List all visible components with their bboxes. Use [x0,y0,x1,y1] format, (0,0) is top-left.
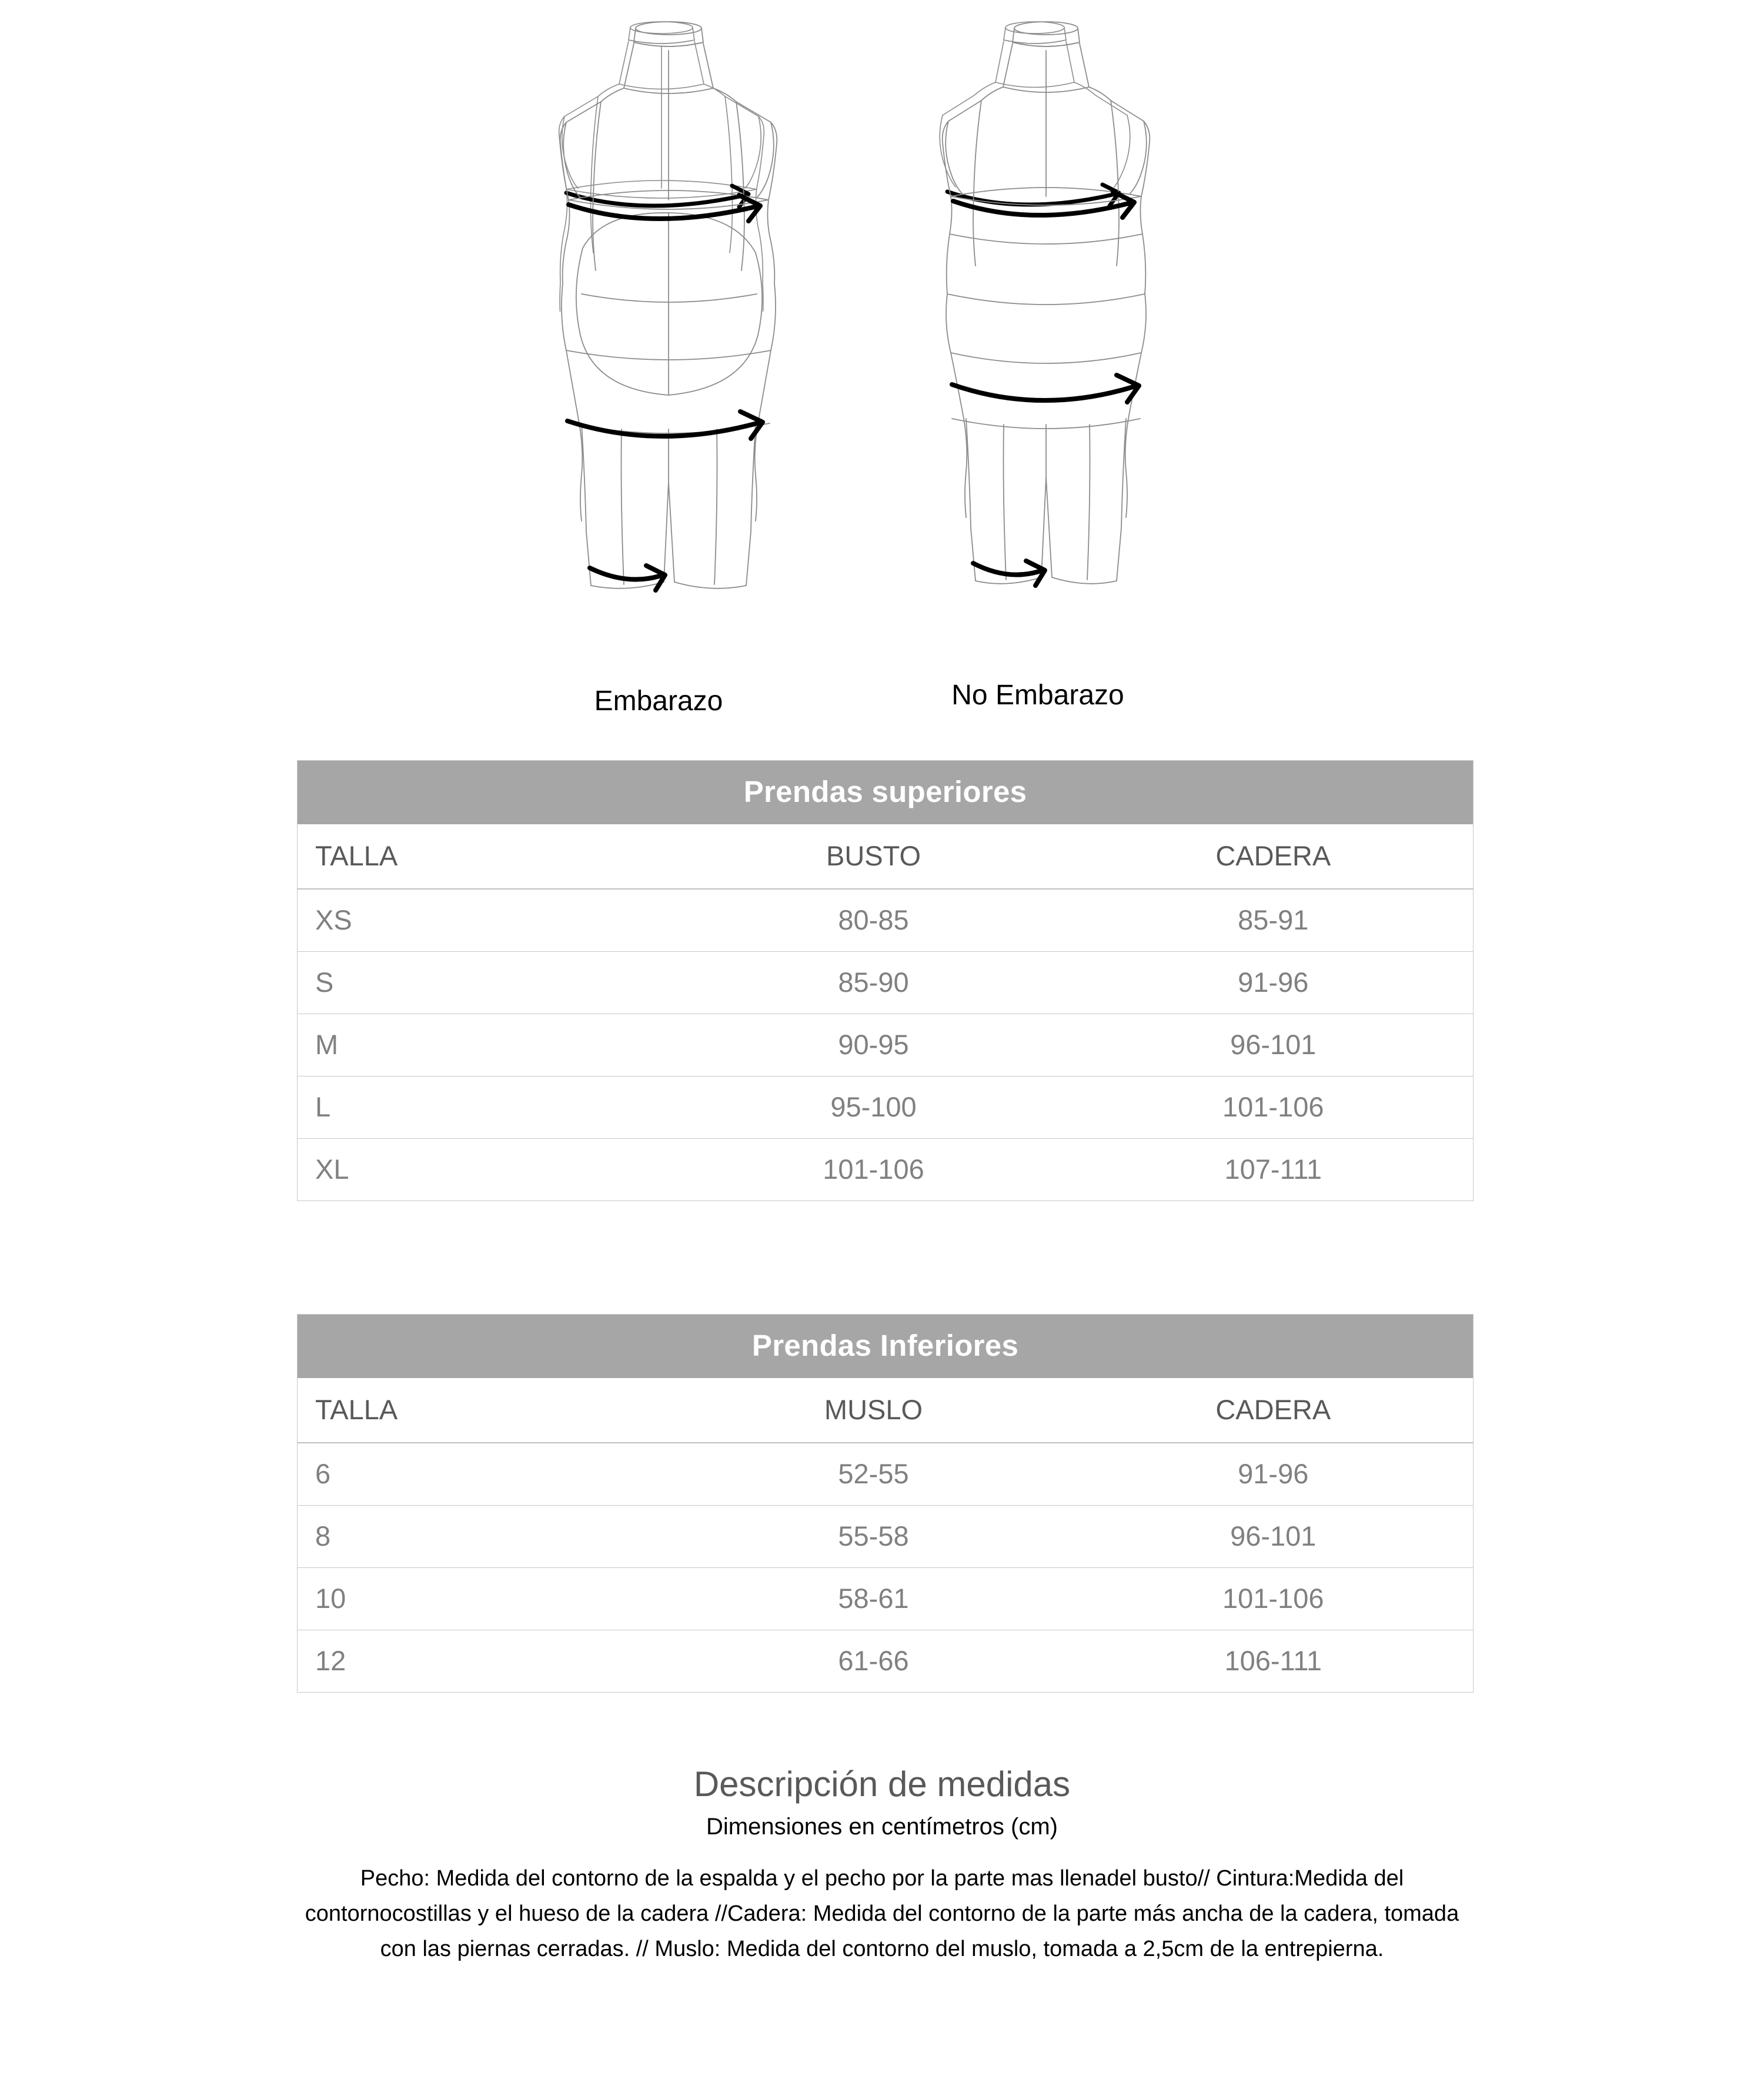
cell-talla: S [298,952,674,1014]
lower-col-header-talla: TALLA [298,1378,674,1443]
cell-busto: 80-85 [674,889,1074,952]
table-row [298,1443,1474,1506]
cell-cadera: 101-106 [1074,1076,1474,1139]
lower-table-title: Prendas Inferiores [298,1315,1474,1379]
table-row [298,952,1474,1014]
cell-talla: L [298,1076,674,1139]
mannequin-illustrations [0,0,1764,747]
cell-busto: 95-100 [674,1076,1074,1139]
cell-muslo: 58-61 [674,1568,1074,1630]
upper-table-header-row [298,824,1474,889]
cell-talla: 6 [298,1443,674,1506]
cell-cadera: 85-91 [1074,889,1474,952]
upper-table-band [298,761,1474,825]
cell-busto: 85-90 [674,952,1074,1014]
cell-cadera: 96-101 [1074,1506,1474,1568]
figure-caption-pregnant: Embarazo [594,686,723,717]
table-row [298,1076,1474,1139]
cell-cadera: 106-111 [1074,1630,1474,1693]
description-subtitle: Dimensiones en centímetros (cm) [706,1814,1058,1840]
lower-table-band [298,1315,1474,1379]
cell-talla: 10 [298,1568,674,1630]
upper-col-header-cadera: CADERA [1074,824,1474,889]
table-row [298,1568,1474,1630]
upper-table-title: Prendas superiores [298,761,1474,825]
description-body: Pecho: Medida del contorno de la espalda y el pecho por la parte mas llenadel busto// Cintura:Medida del contornocostillas y el hueso de la cadera //Cadera: Medida del contorno de la parte más ancha de la cadera, tomada con las piernas cerradas. // Muslo: Medida del contorno del muslo, tomada a 2,5cm de la entrepierna. [305,1866,1459,1961]
table-row [298,1506,1474,1568]
upper-col-header-talla: TALLA [298,824,674,889]
cell-cadera: 107-111 [1074,1139,1474,1201]
table-row [298,1014,1474,1076]
lower-table-header-row [298,1378,1474,1443]
cell-cadera: 101-106 [1074,1568,1474,1630]
cell-talla: 12 [298,1630,674,1693]
cell-talla: XS [298,889,674,952]
table-row [298,1139,1474,1201]
not-pregnant-body-outline [914,18,1179,670]
cell-muslo: 52-55 [674,1443,1074,1506]
cell-cadera: 96-101 [1074,1014,1474,1076]
cell-busto: 101-106 [674,1139,1074,1201]
description-title: Descripción de medidas [693,1764,1071,1804]
figure-caption-not-pregnant: No Embarazo [951,680,1124,711]
cell-talla: M [298,1014,674,1076]
table-row [298,889,1474,952]
cell-muslo: 61-66 [674,1630,1074,1693]
cell-busto: 90-95 [674,1014,1074,1076]
upper-garments-size-table [297,760,1474,1201]
lower-col-header-muslo: MUSLO [674,1378,1074,1443]
cell-talla: XL [298,1139,674,1201]
cell-cadera: 91-96 [1074,1443,1474,1506]
pregnant-body-outline [532,18,808,682]
lower-garments-size-table [297,1314,1474,1693]
table-row [298,1630,1474,1693]
cell-talla: 8 [298,1506,674,1568]
cell-muslo: 55-58 [674,1506,1074,1568]
cell-cadera: 91-96 [1074,952,1474,1014]
upper-col-header-busto: BUSTO [674,824,1074,889]
lower-col-header-cadera: CADERA [1074,1378,1474,1443]
